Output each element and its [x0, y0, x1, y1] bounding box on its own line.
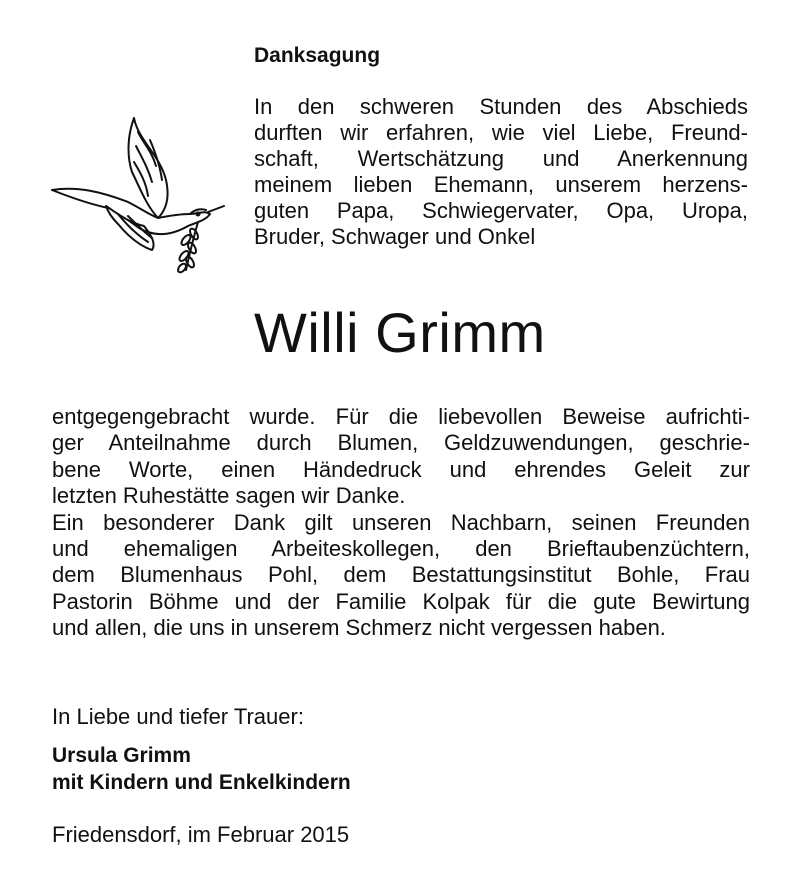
heading-danksagung: Danksagung	[254, 44, 381, 67]
intro-line: In den schweren Stunden des Abschieds	[254, 94, 748, 119]
intro-paragraph	[254, 94, 748, 250]
closing-line: In Liebe und tiefer Trauer:	[52, 704, 304, 729]
body-line: entgegengebracht wurde. Für die liebevollen Beweise aufrichti-	[52, 404, 750, 429]
place-and-date: Friedensdorf, im Februar 2015	[52, 822, 350, 847]
dove-with-olive-branch-icon	[48, 110, 238, 275]
intro-line: meinem lieben Ehemann, unserem herzens-	[254, 172, 748, 197]
body-line: dem Blumenhaus Pohl, dem Bestattungsinstitut Bohle, Frau	[52, 562, 750, 588]
intro-line: schaft, Wertschätzung und Anerkennung	[254, 146, 748, 171]
body-line: und ehemaligen Arbeiteskollegen, den Brieftaubenzüchtern,	[52, 536, 750, 562]
deceased-name: Willi Grimm	[254, 301, 546, 364]
body-line: bene Worte, einen Händedruck und ehrendes Geleit zur	[52, 456, 750, 482]
body-line: Ein besonderer Dank gilt unseren Nachbarn, seinen Freunden	[52, 509, 750, 535]
body-paragraph	[52, 404, 750, 642]
body-line: Pastorin Böhme und der Familie Kolpak für die gute Bewirtung	[52, 588, 750, 614]
intro-line: guten Papa, Schwiegervater, Opa, Uropa,	[254, 198, 748, 223]
body-line: letzten Ruhestätte sagen wir Danke.	[52, 483, 406, 509]
body-line: und allen, die uns in unserem Schmerz nicht vergessen haben.	[52, 615, 666, 641]
intro-line: Bruder, Schwager und Onkel	[254, 224, 536, 249]
intro-line: durften wir erfahren, wie viel Liebe, Freund-	[254, 120, 748, 145]
signer-family: mit Kindern und Enkelkindern	[52, 771, 351, 794]
body-line: ger Anteilnahme durch Blumen, Geldzuwendungen, geschrie-	[52, 430, 750, 456]
signers	[52, 742, 351, 796]
signer-name: Ursula Grimm	[52, 744, 191, 767]
